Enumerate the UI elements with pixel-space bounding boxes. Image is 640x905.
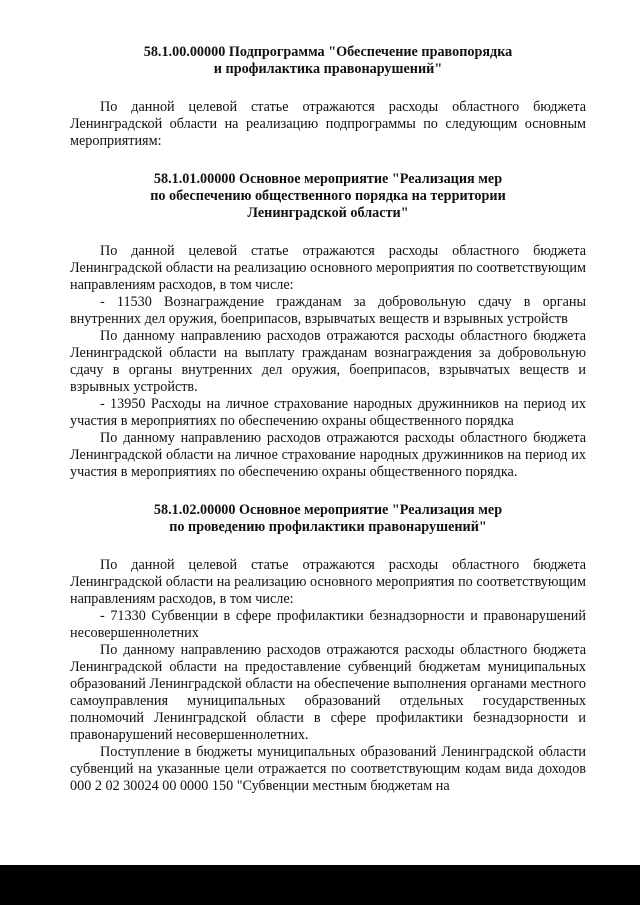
paragraph: По данной целевой статье отражаются расходы областного бюджета Ленинградской области на реализацию основного мероприятия по соответствующим направлениям расходов, в том числе: bbox=[70, 557, 586, 607]
paragraph: По данному направлению расходов отражаются расходы областного бюджета Ленинградской области на предоставление субвенций бюджетам муниципальных образований Ленинградской области на обеспечение выполнения органами местного самоуправления муниципальных образований отдельных государственных полномочий Ленинградской области в сфере профилактики безнадзорности и правонарушений несовершеннолетних. bbox=[70, 642, 586, 743]
section-heading-58-1-01 bbox=[70, 171, 586, 222]
heading-line: 58.1.01.00000 Основное мероприятие "Реализация мер bbox=[153, 171, 503, 187]
heading-line: 58.1.02.00000 Основное мероприятие "Реализация мер bbox=[153, 502, 503, 518]
expense-item-11530: - 11530 Вознаграждение гражданам за добровольную сдачу в органы внутренних дел оружия, боеприпасов, взрывчатых веществ и взрывных устройств bbox=[70, 294, 586, 327]
heading-line: 58.1.00.00000 Подпрограмма "Обеспечение правопорядка bbox=[143, 44, 513, 60]
paragraph: По данной целевой статье отражаются расходы областного бюджета Ленинградской области на реализацию подпрограммы по следующим основным мероприятиям: bbox=[70, 99, 586, 149]
document-page bbox=[70, 44, 586, 795]
section-heading-58-1-00 bbox=[70, 44, 586, 78]
paragraph: По данному направлению расходов отражаются расходы областного бюджета Ленинградской области на личное страхование народных дружинников на период их участия в мероприятиях по обеспечению охраны общественного порядка. bbox=[70, 430, 586, 480]
paragraph: По данной целевой статье отражаются расходы областного бюджета Ленинградской области на реализацию основного мероприятия по соответствующим направлениям расходов, в том числе: bbox=[70, 243, 586, 293]
expense-item-13950: - 13950 Расходы на личное страхование народных дружинников на период их участия в мероприятиях по обеспечению охраны общественного порядка bbox=[70, 396, 586, 429]
scan-edge-band bbox=[0, 865, 640, 905]
heading-line: и профилактика правонарушений" bbox=[213, 61, 443, 77]
paragraph: По данному направлению расходов отражаются расходы областного бюджета Ленинградской области на выплату гражданам вознаграждения за добровольную сдачу в органы внутренних дел оружия, боеприпасов, взрывчатых веществ и взрывных устройств. bbox=[70, 328, 586, 395]
section-heading-58-1-02 bbox=[70, 502, 586, 536]
heading-line: Ленинградской области" bbox=[247, 205, 409, 221]
expense-item-71330: - 71330 Субвенции в сфере профилактики безнадзорности и правонарушений несовершеннолетних bbox=[70, 608, 586, 641]
paragraph: Поступление в бюджеты муниципальных образований Ленинградской области субвенций на указанные цели отражается по соответствующим кодам вида доходов 000 2 02 30024 00 0000 150 "Субвенции местным бюджетам на bbox=[70, 744, 586, 794]
heading-line: по проведению профилактики правонарушений" bbox=[169, 519, 487, 535]
heading-line: по обеспечению общественного порядка на территории bbox=[150, 188, 506, 204]
